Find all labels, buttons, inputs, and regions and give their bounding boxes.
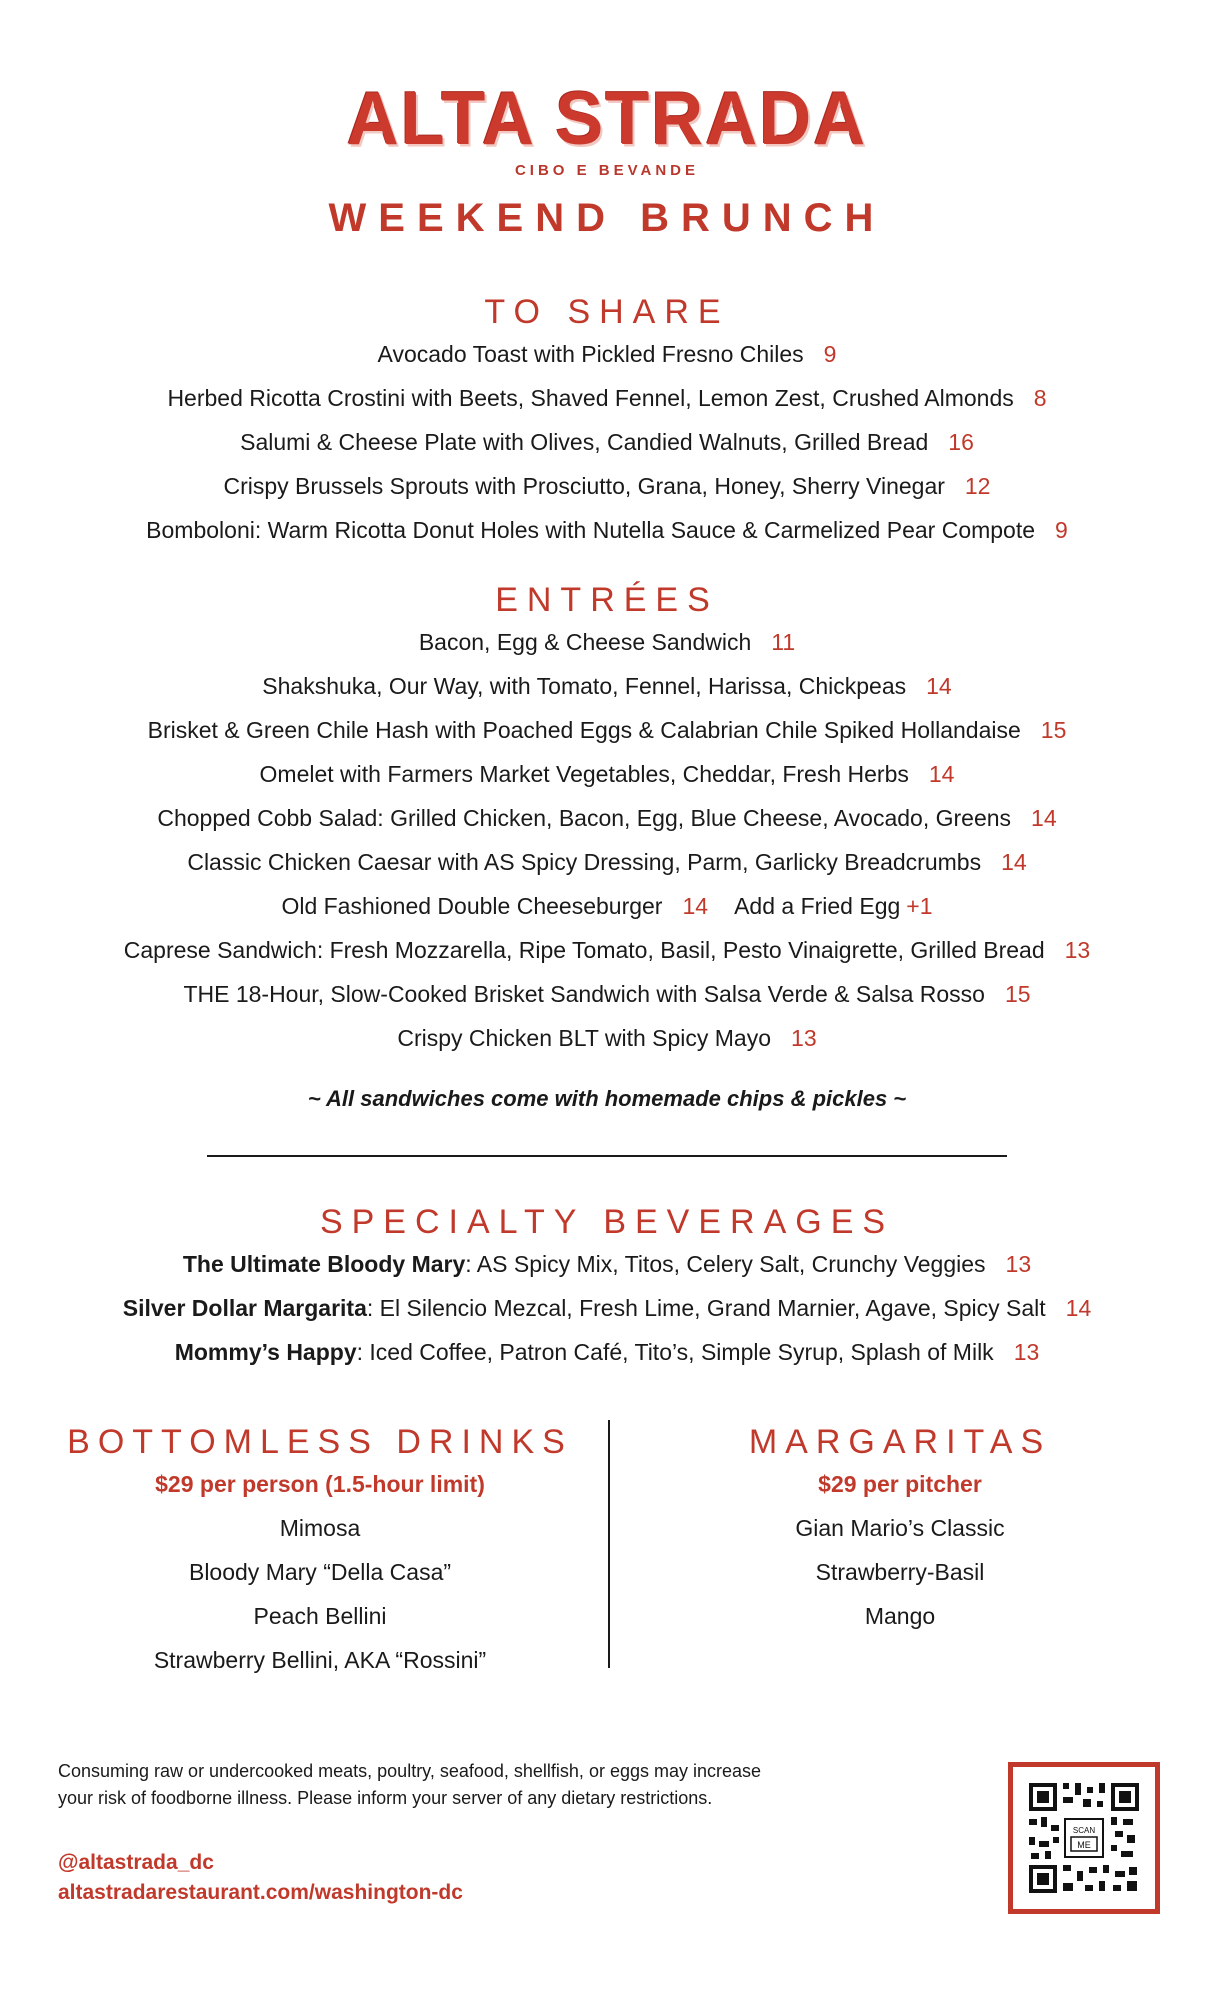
item-price: 14 bbox=[682, 893, 709, 919]
menu-item bbox=[0, 752, 1214, 796]
drink-item: Mimosa bbox=[279, 1515, 361, 1541]
item-name: Classic Chicken Caesar with AS Spicy Dressing, Parm, Garlicky Breadcrumbs bbox=[187, 849, 982, 875]
qr-code-icon bbox=[1027, 1781, 1141, 1895]
menu-item bbox=[0, 620, 1214, 664]
drink-item: Strawberry-Basil bbox=[815, 1559, 985, 1585]
drink-item: Mango bbox=[864, 1603, 936, 1629]
item-name: Caprese Sandwich: Fresh Mozzarella, Ripe Tomato, Basil, Pesto Vinaigrette, Grilled Bread bbox=[123, 937, 1045, 963]
item-name: Crispy Brussels Sprouts with Prosciutto, Grana, Honey, Sherry Vinegar bbox=[223, 473, 945, 499]
qr-label: SCAN bbox=[1072, 1826, 1096, 1835]
item-price: 12 bbox=[964, 473, 991, 499]
item-name: Bacon, Egg & Cheese Sandwich bbox=[418, 629, 752, 655]
item-price: 15 bbox=[1040, 717, 1067, 743]
section-heading: SPECIALTY BEVERAGES bbox=[319, 1203, 895, 1241]
qr-code-frame[interactable] bbox=[1008, 1762, 1160, 1914]
item-price: 13 bbox=[1064, 937, 1091, 963]
item-name: THE 18-Hour, Slow-Cooked Brisket Sandwich with Salsa Verde & Salsa Rosso bbox=[183, 981, 985, 1007]
item-name: Bomboloni: Warm Ricotta Donut Holes with Nutella Sauce & Carmelized Pear Compote bbox=[146, 517, 1036, 543]
beverage-desc: : El Silencio Mezcal, Fresh Lime, Grand Marnier, Agave, Spicy Salt bbox=[366, 1295, 1046, 1321]
menu-item bbox=[0, 796, 1214, 840]
item-price: 9 bbox=[1055, 517, 1068, 543]
sandwich-note: ~ All sandwiches come with homemade chips & pickles ~ bbox=[307, 1086, 907, 1111]
menu-item bbox=[0, 332, 1214, 376]
item-price: 16 bbox=[948, 429, 974, 455]
beverage-price: 13 bbox=[1005, 1251, 1032, 1277]
section-divider bbox=[207, 1155, 1007, 1157]
menu-item bbox=[0, 376, 1214, 420]
section-heading: BOTTOMLESS DRINKS bbox=[67, 1423, 573, 1461]
menu-item bbox=[0, 972, 1214, 1016]
item-name: Brisket & Green Chile Hash with Poached Eggs & Calabrian Chile Spiked Hollandaise bbox=[147, 717, 1021, 743]
menu-title: WEEKEND BRUNCH bbox=[328, 196, 886, 240]
item-name: Crispy Chicken BLT with Spicy Mayo bbox=[397, 1025, 772, 1051]
margaritas-price: $29 per pitcher bbox=[818, 1471, 982, 1497]
item-price: 14 bbox=[926, 673, 952, 699]
item-price: 14 bbox=[928, 761, 955, 787]
beverage-desc: : AS Spicy Mix, Titos, Celery Salt, Crunchy Veggies bbox=[465, 1251, 986, 1277]
qr-label: ME bbox=[1077, 1840, 1091, 1850]
menu-item bbox=[0, 840, 1214, 884]
beverage-price: 13 bbox=[1013, 1339, 1040, 1365]
beverage-name: Silver Dollar Margarita bbox=[122, 1295, 367, 1321]
beverage-desc: : Iced Coffee, Patron Café, Tito’s, Simple Syrup, Splash of Milk bbox=[356, 1339, 994, 1365]
item-name: Salumi & Cheese Plate with Olives, Candied Walnuts, Grilled Bread bbox=[240, 429, 929, 455]
drink-item: Peach Bellini bbox=[253, 1603, 387, 1629]
entrees-section bbox=[0, 580, 1214, 1060]
item-name: Herbed Ricotta Crostini with Beets, Shaved Fennel, Lemon Zest, Crushed Almonds bbox=[167, 385, 1014, 411]
item-name: Chopped Cobb Salad: Grilled Chicken, Bacon, Egg, Blue Cheese, Avocado, Greens bbox=[157, 805, 1012, 831]
menu-item bbox=[0, 928, 1214, 972]
allergy-disclaimer bbox=[58, 1758, 958, 1812]
item-price: 9 bbox=[823, 341, 837, 367]
item-price: 15 bbox=[1004, 981, 1031, 1007]
item-name: Omelet with Farmers Market Vegetables, Cheddar, Fresh Herbs bbox=[259, 761, 909, 787]
disclaimer-line: your risk of foodborne illness. Please inform your server of any dietary restrictions. bbox=[58, 1788, 713, 1808]
instagram-handle[interactable]: @altastrada_dc bbox=[58, 1851, 214, 1874]
menu-item bbox=[0, 1016, 1214, 1060]
item-name: Old Fashioned Double Cheeseburger bbox=[281, 893, 663, 919]
section-heading: MARGARITAS bbox=[748, 1423, 1052, 1461]
beverage-item bbox=[0, 1242, 1214, 1286]
website-link[interactable]: altastradarestaurant.com/washington-dc bbox=[58, 1881, 463, 1904]
bottomless-price: $29 per person (1.5-hour limit) bbox=[155, 1471, 485, 1497]
drink-item: Bloody Mary “Della Casa” bbox=[188, 1559, 452, 1585]
beverage-item bbox=[0, 1330, 1214, 1374]
beverages-section bbox=[0, 1202, 1214, 1374]
beverage-price: 14 bbox=[1065, 1295, 1092, 1321]
menu-item bbox=[0, 464, 1214, 508]
item-addon: Add a Fried Egg bbox=[734, 893, 901, 919]
beverage-name: The Ultimate Bloody Mary bbox=[182, 1251, 466, 1277]
column-divider bbox=[608, 1420, 610, 1668]
menu-item bbox=[0, 508, 1214, 552]
contact-links bbox=[58, 1848, 463, 1908]
item-price: 13 bbox=[791, 1025, 817, 1051]
drink-item: Gian Mario’s Classic bbox=[795, 1515, 1005, 1541]
item-name: Avocado Toast with Pickled Fresno Chiles bbox=[377, 341, 804, 367]
drink-item: Strawberry Bellini, AKA “Rossini” bbox=[153, 1647, 487, 1673]
section-heading: ENTRÉES bbox=[495, 581, 719, 619]
item-price: 14 bbox=[1001, 849, 1027, 875]
item-price: 14 bbox=[1031, 805, 1057, 831]
beverage-name: Mommy’s Happy bbox=[174, 1339, 357, 1365]
bottomless-section bbox=[40, 1422, 600, 1682]
margaritas-section bbox=[630, 1422, 1170, 1638]
logo-subtitle: CIBO E BEVANDE bbox=[514, 162, 700, 179]
item-price: 8 bbox=[1033, 385, 1047, 411]
menu-item bbox=[0, 708, 1214, 752]
restaurant-logo: ALTA STRADA bbox=[346, 77, 868, 161]
item-name: Shakshuka, Our Way, with Tomato, Fennel, Harissa, Chickpeas bbox=[262, 673, 907, 699]
beverage-item bbox=[0, 1286, 1214, 1330]
menu-item bbox=[0, 664, 1214, 708]
disclaimer-line: Consuming raw or undercooked meats, poultry, seafood, shellfish, or eggs may increase bbox=[58, 1761, 762, 1781]
menu-item bbox=[0, 420, 1214, 464]
menu-item bbox=[0, 884, 1214, 928]
section-heading: TO SHARE bbox=[484, 293, 730, 331]
item-addon-price: +1 bbox=[906, 893, 933, 919]
item-price: 11 bbox=[771, 629, 796, 655]
to-share-section bbox=[0, 292, 1214, 552]
